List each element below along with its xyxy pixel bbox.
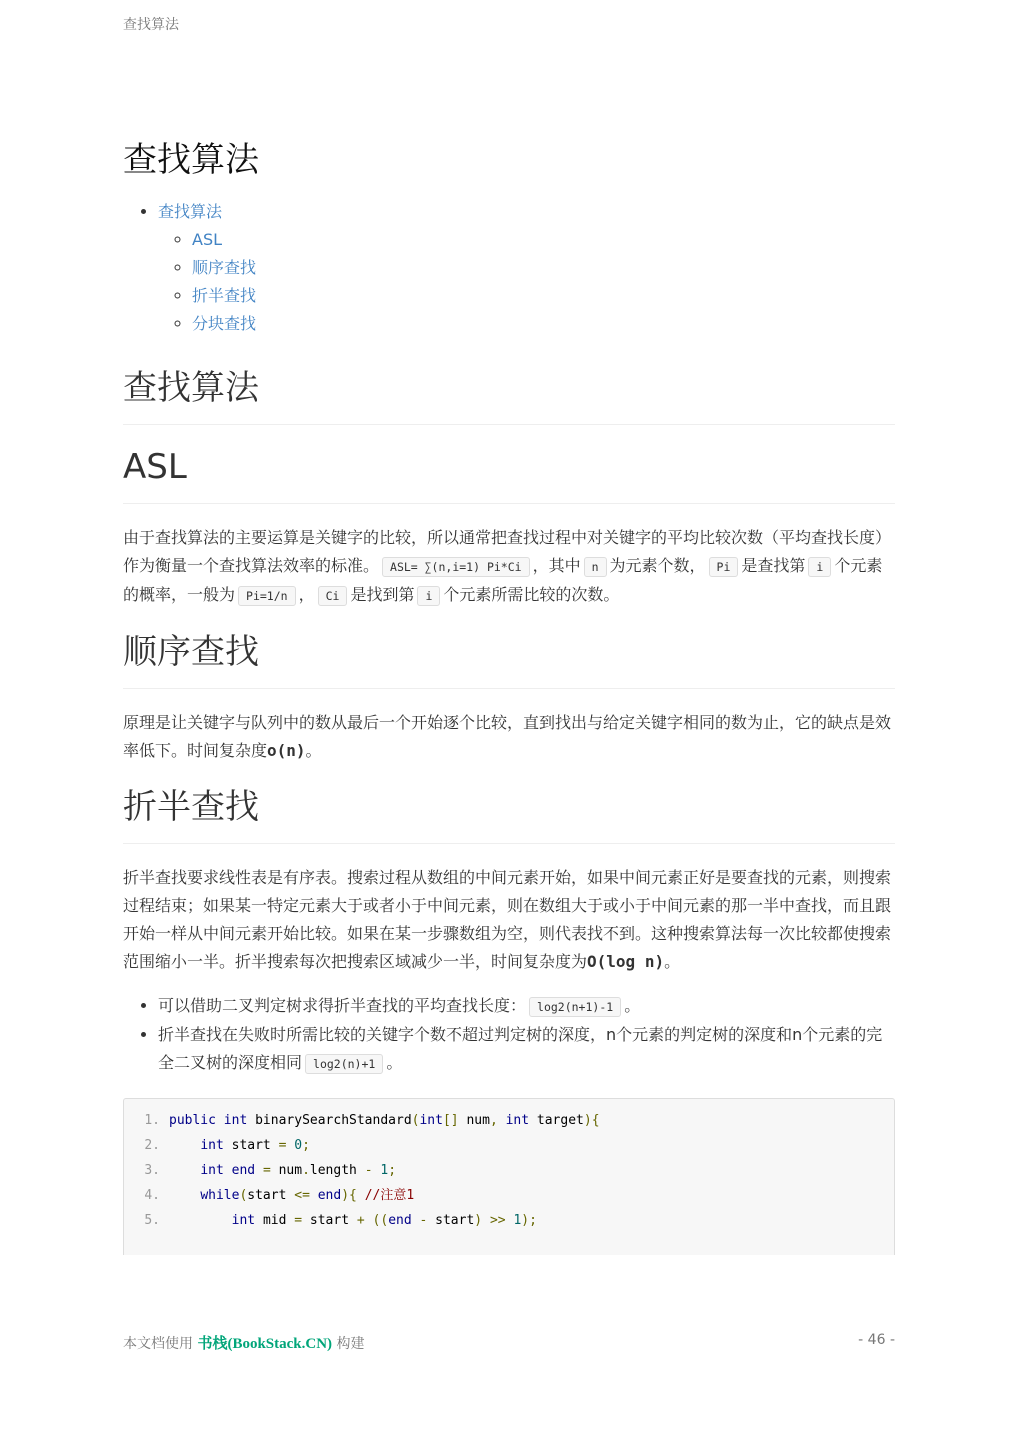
asl-text: 为元素个数， [609,556,706,575]
asl-paragraph [123,524,895,610]
toc-sublist [158,226,895,338]
toc-link-sequential[interactable]: 顺序查找 [192,258,257,277]
line-number: 1. [144,1113,160,1128]
table-of-contents [123,198,895,338]
sequential-text: 原理是让关键字与队列中的数从最后一个开始逐个比较，直到找出与给定关键字相同的数为止，它的缺点是效率低下。时间复杂度 [123,713,892,760]
inline-code-log2-n-plus-1: log2(n)+1 [305,1054,383,1074]
inline-code-asl-formula: ASL= ∑(n,i=1) Pi*Ci [382,557,530,577]
document-body [123,138,895,1255]
line-number: 4. [144,1188,160,1203]
toc-link-root[interactable]: 查找算法 [158,202,223,221]
code-line: 1. public int binarySearchStandard(int[] num, int target){ [124,1108,894,1133]
inline-code-i: i [417,586,440,606]
heading-sequential-search: 顺序查找 [123,630,895,689]
toc-item [158,198,895,338]
toc-link-binary[interactable]: 折半查找 [192,286,257,305]
inline-code-n: n [584,557,607,577]
inline-code-pi-1-n: Pi=1/n [238,586,296,606]
asl-text: 是找到第 [350,585,415,604]
inline-code-ci: Ci [318,586,348,606]
code-block [123,1098,895,1255]
code-line: 5. int mid = start + ((end - start) >> 1); [124,1208,894,1233]
line-number: 2. [144,1138,160,1153]
section-binary [123,785,895,1255]
toc-item [192,282,895,310]
binary-bullet-list [123,992,895,1078]
asl-text: 个元素所需比较的次数。 [443,585,620,604]
toc-item [192,226,895,254]
code-line: 4. while(start <= end){ //注意1 [124,1183,894,1208]
bullet-text: 可以借助二叉判定树求得折半查找的平均查找长度： [158,996,527,1015]
page-number: - 46 - [858,1332,895,1348]
footer-prefix: 本文档使用 [123,1336,193,1352]
asl-text: 个元素的概率，一般为 [123,556,883,604]
binary-text: 折半查找要求线性表是有序表。搜索过程从数组的中间元素开始，如果中间元素正好是要查找的元素，则搜索过程结束；如果某一特定元素大于或者小于中间元素，则在数组大于或小于中间元素的那一半中查找，而且跟开始一样从中间元素开始比较。如果在某一步骤数组为空，则代表找不到。这种搜索算法每一次比较都使搜索范围缩小一半。折半搜索每次把搜索区域减少一半，时间复杂度为 [123,868,892,971]
asl-text: ， [298,585,315,604]
list-item [158,1021,895,1078]
inline-code-log2-n-plus-1-minus-1: log2(n+1)-1 [529,997,621,1017]
inline-code-pi: Pi [709,557,739,577]
inline-code-i: i [808,557,831,577]
toc-item [192,310,895,338]
bullet-text: 折半查找在失败时所需比较的关键字个数不超过判定树的深度，n个元素的判定树的深度和n个元素的完全二叉树的深度相同 [158,1025,883,1072]
toc-item [192,254,895,282]
complexity-o-log-n: O(log n) [587,952,665,971]
asl-text: ，其中 [532,556,581,575]
section-asl [123,445,895,610]
page-footer [123,1332,895,1353]
toc-link-block[interactable]: 分块查找 [192,314,257,333]
asl-text: 是查找第 [741,556,806,575]
sequential-text-end: 。 [305,741,322,760]
list-item [158,992,895,1021]
complexity-o-n: o(n) [267,741,306,760]
bullet-end: 。 [624,996,641,1015]
line-number: 5. [144,1213,160,1228]
code-line: 2. int start = 0; [124,1133,894,1158]
footer-suffix: 构建 [336,1336,365,1352]
binary-text-end: 。 [664,952,681,971]
running-header: 查找算法 [123,17,179,33]
bullet-end: 。 [386,1053,403,1072]
binary-paragraph [123,864,895,976]
code-line: 3. int end = num.length - 1; [124,1158,894,1183]
heading-search-algorithm: 查找算法 [123,366,895,425]
heading-asl: ASL [123,445,895,504]
asl-text: 由于查找算法的主要运算是关键字的比较，所以通常把查找过程中对关键字的平均比较次数（平均查找长度）作为衡量一个查找算法效率的标准。 [123,528,892,575]
document-title: 查找算法 [123,140,259,180]
line-number: 3. [144,1163,160,1178]
toc-link-asl[interactable]: ASL [192,230,223,249]
section-sequential [123,630,895,765]
footer-brand-link[interactable]: 书栈(BookStack.CN) [197,1336,333,1352]
sequential-paragraph [123,709,895,765]
heading-binary-search: 折半查找 [123,785,895,844]
